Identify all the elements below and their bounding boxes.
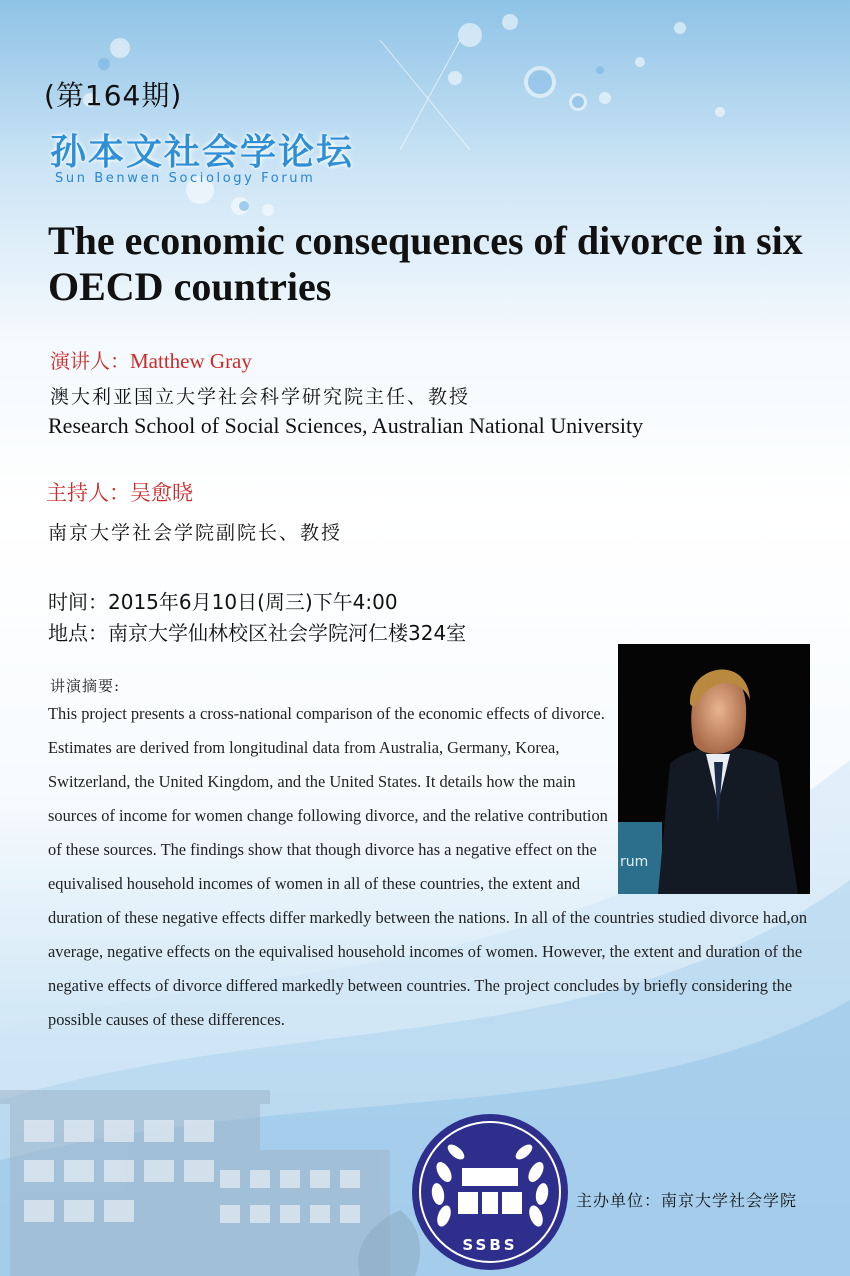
host-line bbox=[46, 477, 193, 507]
logo-text: SSBS bbox=[462, 1236, 518, 1254]
speaker-line bbox=[50, 345, 252, 374]
ssbs-logo bbox=[410, 1112, 570, 1272]
organizer: 主办单位：南京大学社会学院 bbox=[576, 1191, 798, 1210]
photo-backdrop-text: rum bbox=[620, 854, 649, 870]
event-location: 地点：南京大学仙林校区社会学院河仁楼324室 bbox=[48, 621, 467, 645]
forum-name-en: Sun Benwen Sociology Forum bbox=[55, 171, 316, 186]
speaker-name: Matthew Gray bbox=[130, 349, 252, 373]
forum-name-cn: 孙本文社会学论坛 bbox=[50, 132, 355, 173]
event-time: 时间：2015年6月10日(周三)下午4:00 bbox=[48, 590, 398, 614]
building-illustration bbox=[0, 1060, 430, 1276]
host-name: 吴愈晓 bbox=[130, 481, 193, 505]
speaker-affiliation-cn: 澳大利亚国立大学社会科学研究院主任、教授 bbox=[50, 386, 471, 408]
speaker-affiliation-en: Research School of Social Sciences, Australian National University bbox=[48, 413, 644, 438]
issue-number: (第164期) bbox=[44, 79, 183, 112]
abstract-text: This project presents a cross-national comparison of the economic effects of divorce. Estimates are derived from longitudinal data from Australia, Germany, Korea, Switzerland, the United Kingdom, and the United States. It details how the main sources of income for women change following divorce, and the relative contribution of these sources. The findings show that though divorce has a negative effect on the equivalised household incomes of women in all of these countries, the extent and duration of these negative effects differ markedly between the nations. In all of the countries studied divorce had,on average, negative effects on the equivalised household incomes of women. However, the extent and duration of the negative effects of divorce differed markedly between countries. The project concludes by briefly considering the possible causes of these differences. bbox=[48, 704, 808, 1029]
photo-spacer bbox=[610, 697, 826, 897]
speaker-label: 演讲人： bbox=[50, 349, 130, 373]
abstract-label: 讲演摘要: bbox=[50, 677, 121, 695]
host-affiliation: 南京大学社会学院副院长、教授 bbox=[48, 522, 343, 544]
talk-title: The economic consequences of divorce in six OECD countries bbox=[48, 218, 803, 309]
host-label: 主持人： bbox=[46, 481, 130, 505]
abstract-body bbox=[48, 697, 826, 1037]
